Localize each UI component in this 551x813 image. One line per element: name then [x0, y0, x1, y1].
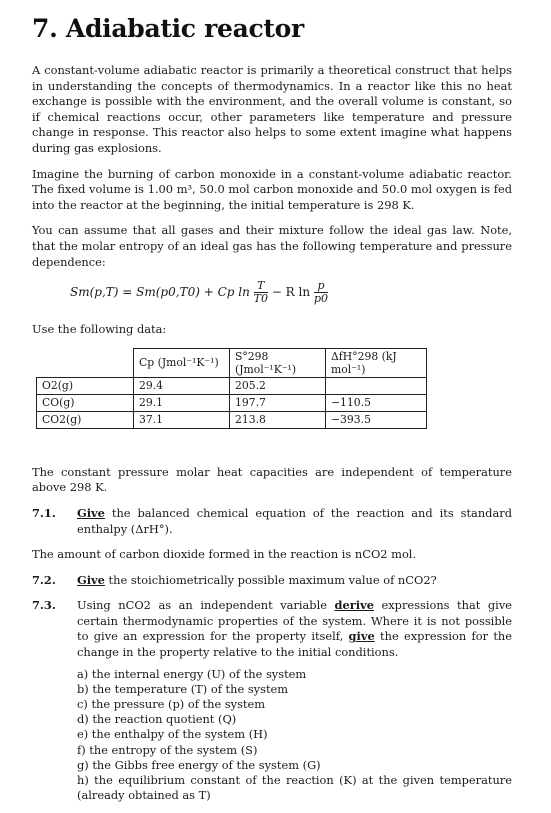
entropy-cell: 205.2 [230, 377, 326, 394]
enthalpy-cell [326, 377, 427, 394]
question-verb: give [348, 629, 375, 644]
list-item: c) the pressure (p) of the system [77, 697, 266, 712]
question-text: the stoichiometrically possible maximum value of nCO2? [104, 572, 437, 587]
question-number: 7.1. [32, 505, 56, 520]
table-corner [37, 348, 134, 377]
formula-middle: − R ln [271, 285, 311, 300]
column-header-enthalpy: ΔfH°298 (kJ mol⁻¹) [326, 348, 427, 377]
question-body [77, 506, 512, 537]
entropy-formula [70, 280, 512, 312]
cp-cell: 29.4 [134, 377, 230, 394]
fraction-denominator: p0 [313, 292, 328, 306]
formula-fraction-temperature [254, 280, 268, 305]
use-data-label: Use the following data: [32, 322, 167, 337]
list-item: g) the Gibbs free energy of the system (G) [77, 757, 321, 772]
question-number: 7.2. [32, 572, 56, 587]
question-verb: Give [77, 505, 105, 520]
list-item: a) the internal energy (U) of the system [77, 666, 307, 681]
column-header-entropy: S°298 (Jmol⁻¹K⁻¹) [230, 348, 326, 377]
table-row [37, 394, 427, 411]
setup-paragraph: Imagine the burning of carbon monoxide in a constant-volume adiabatic reactor. The fixed volume is 1.00 m³, 50.0 mol carbon monoxide and 50.0 mol oxygen is fed into the reactor at the beginning, the initial temperature is 298 K. [32, 166, 512, 212]
species-cell: CO(g) [37, 394, 134, 411]
question-7-3 [32, 598, 512, 803]
list-item: b) the temperature (T) of the system [77, 681, 289, 696]
entropy-cell: 213.8 [230, 411, 326, 428]
page-title: 7. Adiabatic reactor [32, 14, 304, 43]
fraction-denominator: T0 [253, 292, 268, 306]
enthalpy-cell: −110.5 [326, 394, 427, 411]
table-row [37, 377, 427, 394]
heat-capacity-note: The constant pressure molar heat capacities are independent of temperature above 298 K. [32, 464, 512, 495]
column-header-cp: Cp (Jmol⁻¹K⁻¹) [134, 348, 230, 377]
species-cell: O2(g) [37, 377, 134, 394]
table-row [37, 411, 427, 428]
question-text: the expression for the change in the property relative to the initial conditions. [77, 629, 512, 660]
list-item: e) the enthalpy of the system (H) [77, 727, 268, 742]
question-text: expressions that give certain thermodynamic properties of the system. Where it is not possible to give an expression for the property itself, [77, 598, 512, 644]
question-verb: derive [334, 598, 374, 613]
list-item: f) the entropy of the system (S) [77, 742, 258, 757]
question-body [77, 598, 512, 803]
question-number: 7.3. [32, 598, 56, 613]
fraction-numerator: T [254, 280, 268, 293]
entropy-cell: 197.7 [230, 394, 326, 411]
question-verb: Give [77, 572, 105, 587]
question-text: the balanced chemical equation of the reaction and its standard enthalpy (ΔrH°). [77, 505, 512, 536]
fraction-numerator: p [314, 280, 328, 293]
document-page [32, 14, 512, 813]
property-list [77, 667, 512, 804]
enthalpy-cell: −393.5 [326, 411, 427, 428]
ideal-gas-paragraph: You can assume that all gases and their mixture follow the ideal gas law. Note, that the molar entropy of an ideal gas has the following temperature and pressure dependence: [32, 223, 512, 269]
thermo-data-table [36, 348, 427, 429]
species-cell: CO2(g) [37, 411, 134, 428]
question-7-1 [32, 506, 512, 537]
cp-cell: 37.1 [134, 411, 230, 428]
question-body [77, 573, 512, 589]
list-item: h) the equilibrium constant of the reaction (K) at the given temperature (already obtained as T) [77, 773, 512, 803]
formula-lhs: Sm(p,T) = Sm(p0,T0) + Cp ln [70, 285, 250, 300]
question-text: Using nCO2 as an independent variable [77, 598, 335, 613]
cp-cell: 29.1 [134, 394, 230, 411]
question-7-2 [32, 573, 512, 589]
table-header-row [37, 348, 427, 377]
intro-paragraph: A constant-volume adiabatic reactor is primarily a theoretical construct that helps in understanding the concepts of thermodynamics. In a reactor like this no heat exchange is possible with the environment, and the overall volume is constant, so if chemical reactions occur, other parameters like temperature and pressure change in response. This reactor also helps to some extent imagine what happens during gas explosions. [32, 63, 512, 155]
amount-note: The amount of carbon dioxide formed in the reaction is nCO2 mol. [32, 547, 417, 562]
list-item: d) the reaction quotient (Q) [77, 712, 237, 727]
formula-fraction-pressure [314, 280, 328, 305]
